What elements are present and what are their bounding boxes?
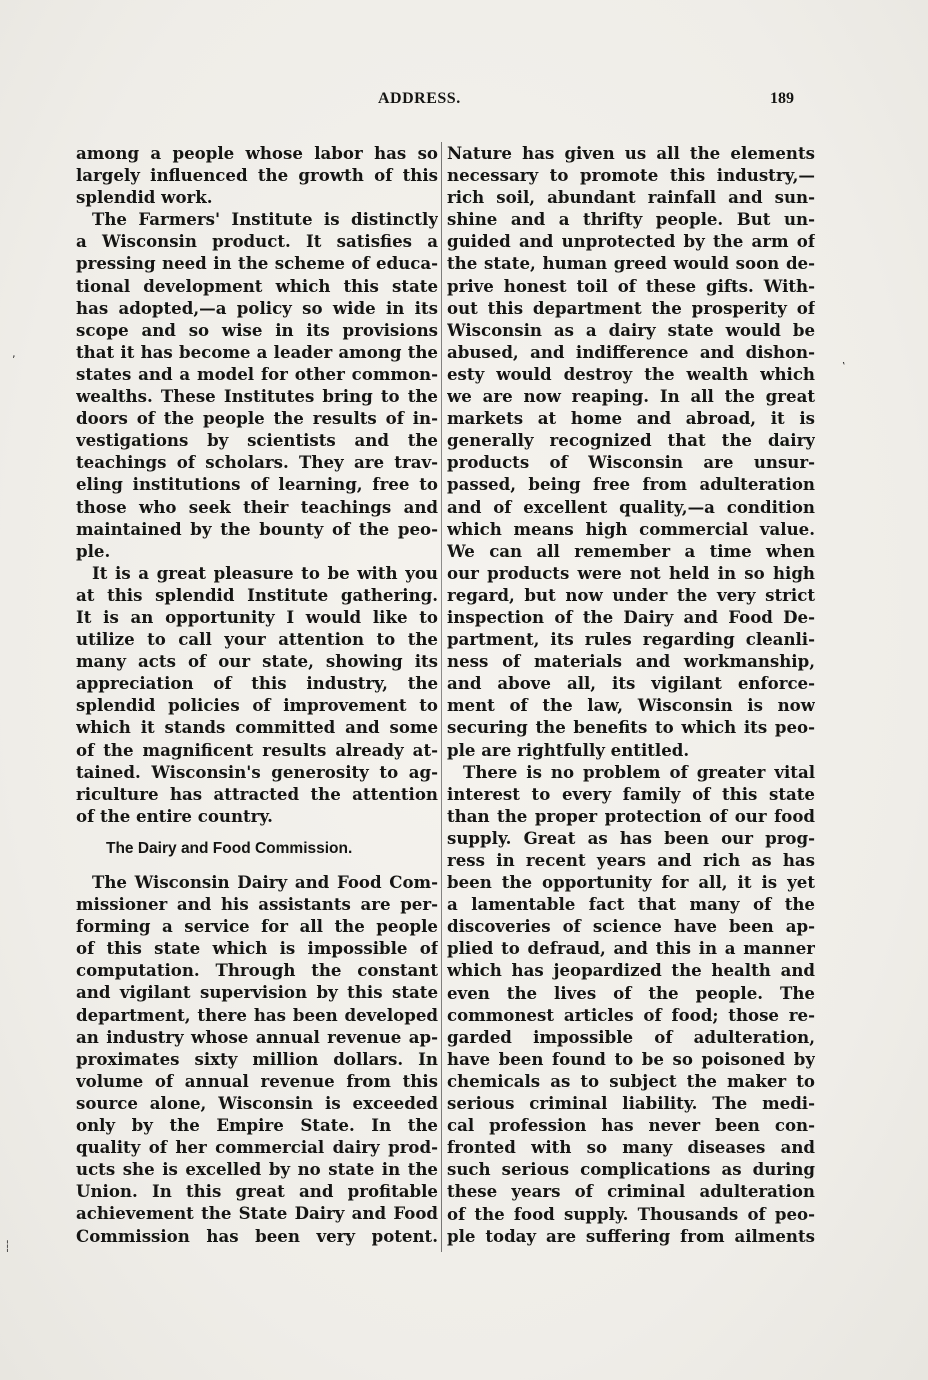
text-line: It is an opportunity I would like to <box>76 606 438 627</box>
text-line: has adopted,—a policy so wide in its <box>76 297 438 318</box>
text-line: our products were not held in so high <box>447 562 815 583</box>
text-line: prive honest toil of these gifts. With- <box>447 275 815 296</box>
text-line: securing the benefits to which its peo- <box>447 717 815 738</box>
text-line: ple are rightfully entitled. <box>447 739 690 760</box>
text-line: missioner and his assistants are per- <box>76 894 438 915</box>
scan-speck-mark: ┆ <box>4 1240 11 1253</box>
text-line: ress in recent years and rich as has <box>447 850 815 870</box>
text-line: plied to defraud, and this in a manner <box>447 938 815 959</box>
paragraph <box>447 142 815 761</box>
text-line: Nature has given us all the elements <box>447 143 815 163</box>
text-line: Commission has been very potent. <box>76 1225 438 1246</box>
section-heading: The Dairy and Food Commission. <box>106 839 353 857</box>
text-line: utilize to call your attention to the <box>76 629 438 650</box>
text-line: regard, but now under the very strict <box>447 584 815 605</box>
text-line: ple today are suffering from ailments <box>447 1225 815 1246</box>
text-line: Wisconsin as a dairy state would be <box>447 319 815 340</box>
text-line: forming a service for all the people <box>76 916 438 937</box>
text-line: those who seek their teachings and <box>76 496 438 517</box>
text-line: ple. <box>76 540 111 561</box>
text-line: splendid work. <box>76 187 213 208</box>
text-line: discoveries of science have been ap- <box>447 916 815 937</box>
text-line: vestigations by scientists and the <box>76 430 438 451</box>
text-line: of the magnificent results already at- <box>76 739 438 760</box>
text-line: among a people whose labor has so <box>76 143 438 163</box>
text-line: doors of the people the results of in- <box>76 408 438 429</box>
text-line: chemicals as to subject the maker to <box>447 1070 815 1091</box>
text-line: states and a model for other common- <box>76 363 438 384</box>
text-line: abused, and indifference and dishon- <box>447 341 815 362</box>
text-line: many acts of our state, showing its <box>76 651 438 672</box>
text-line: than the proper protection of our food <box>447 805 815 826</box>
text-line: the state, human greed would soon de- <box>447 253 815 274</box>
text-line: markets at home and abroad, it is <box>447 408 815 429</box>
text-line: generally recognized that the dairy <box>447 430 815 451</box>
text-line: a Wisconsin product. It satisfies a <box>76 231 438 252</box>
text-line: and vigilant supervision by this state <box>76 982 438 1003</box>
text-line: Union. In this great and profitable <box>76 1181 438 1202</box>
text-line: esty would destroy the wealth which <box>447 363 815 384</box>
text-line: we are now reaping. In all the great <box>447 386 815 407</box>
running-head <box>0 90 928 114</box>
text-line: The Wisconsin Dairy and Food Com- <box>92 872 438 892</box>
text-line: ment of the law, Wisconsin is now <box>447 695 815 716</box>
text-line: necessary to promote this industry,— <box>447 165 815 186</box>
paragraph <box>447 761 815 1247</box>
text-line: scope and so wise in its provisions <box>76 319 438 340</box>
text-line: serious criminal liability. The medi- <box>447 1093 815 1114</box>
text-line: ness of materials and workmanship, <box>447 651 815 672</box>
text-line: supply. Great as has been our prog- <box>447 827 815 848</box>
text-line: of the food supply. Thousands of peo- <box>447 1203 815 1224</box>
right-column <box>447 142 815 1247</box>
text-line: guided and unprotected by the arm of <box>447 231 815 252</box>
text-line: passed, being free from adulteration <box>447 474 815 495</box>
text-line: pressing need in the scheme of educa- <box>76 253 438 274</box>
text-line: been the opportunity for all, it is yet <box>447 872 815 893</box>
page-number: 189 <box>770 90 794 107</box>
text-line: maintained by the bounty of the peo- <box>76 518 438 539</box>
text-line: department, there has been developed <box>76 1004 438 1025</box>
left-column <box>76 142 438 1247</box>
text-line: inspection of the Dairy and Food De- <box>447 606 815 627</box>
text-line: a lamentable fact that many of the <box>447 894 815 915</box>
text-line: fronted with so many diseases and <box>447 1137 815 1158</box>
text-line: We can all remember a time when <box>447 540 815 561</box>
text-line: eling institutions of learning, free to <box>76 474 438 495</box>
text-line: wealths. These Institutes bring to the <box>76 386 438 407</box>
text-line: which it stands committed and some <box>76 717 438 738</box>
text-line: tained. Wisconsin's generosity to ag- <box>76 761 438 782</box>
text-line: computation. Through the constant <box>76 960 438 981</box>
text-line: riculture has attracted the attention <box>76 783 438 804</box>
text-line: even the lives of the people. The <box>447 982 815 1003</box>
text-line: appreciation of this industry, the <box>76 673 438 694</box>
text-line: splendid policies of improvement to <box>76 695 438 716</box>
text-line: cal profession has never been con- <box>447 1115 815 1136</box>
text-line: proximates sixty million dollars. In <box>76 1048 438 1069</box>
running-head-title: ADDRESS. <box>378 90 461 107</box>
paragraph <box>76 562 438 827</box>
text-line: There is no problem of greater vital <box>463 761 815 782</box>
text-line: garded impossible of adulteration, <box>447 1026 815 1047</box>
text-line: largely influenced the growth of this <box>76 165 438 186</box>
text-line: which means high commercial value. <box>447 518 815 539</box>
text-line: achievement the State Dairy and Food <box>76 1203 438 1224</box>
text-line: out this department the prosperity of <box>447 297 815 318</box>
text-line: commonest articles of food; those re- <box>447 1004 815 1025</box>
text-line: and of excellent quality,—a condition <box>447 496 815 517</box>
paragraph <box>76 208 438 562</box>
scan-speck-mark: ‛ <box>842 360 846 373</box>
paragraph <box>76 871 438 1247</box>
text-line: only by the Empire State. In the <box>76 1115 438 1136</box>
text-line: which has jeopardized the health and <box>447 960 815 981</box>
paragraph <box>76 142 438 208</box>
text-line: volume of annual revenue from this <box>76 1070 438 1091</box>
column-divider <box>441 142 442 1252</box>
text-line: products of Wisconsin are unsur- <box>447 452 815 473</box>
text-line: an industry whose annual revenue ap- <box>76 1026 438 1047</box>
text-line: quality of her commercial dairy prod- <box>76 1137 438 1158</box>
scan-speck-mark: ‚ <box>12 347 16 360</box>
text-line: these years of criminal adulteration <box>447 1181 815 1202</box>
text-line: of the entire country. <box>76 805 273 826</box>
text-line: partment, its rules regarding cleanli- <box>447 629 815 650</box>
text-line: of this state which is impossible of <box>76 938 438 959</box>
text-line: The Farmers' Institute is distinctly <box>92 209 438 230</box>
text-line: tional development which this state <box>76 275 438 296</box>
text-line: such serious complications as during <box>447 1159 815 1180</box>
text-line: interest to every family of this state <box>447 783 815 804</box>
text-line: and above all, its vigilant enforce- <box>447 673 815 694</box>
text-line: that it has become a leader among the <box>76 341 438 362</box>
text-line: have been found to be so poisoned by <box>447 1048 815 1069</box>
text-line: shine and a thrifty people. But un- <box>447 209 815 230</box>
text-line: source alone, Wisconsin is exceeded <box>76 1092 438 1113</box>
text-line: teachings of scholars. They are trav- <box>76 452 438 473</box>
text-line: ucts she is excelled by no state in the <box>76 1159 438 1180</box>
text-line: rich soil, abundant rainfall and sun- <box>447 187 815 208</box>
text-line: It is a great pleasure to be with you <box>92 562 438 583</box>
text-line: at this splendid Institute gathering. <box>76 584 438 605</box>
